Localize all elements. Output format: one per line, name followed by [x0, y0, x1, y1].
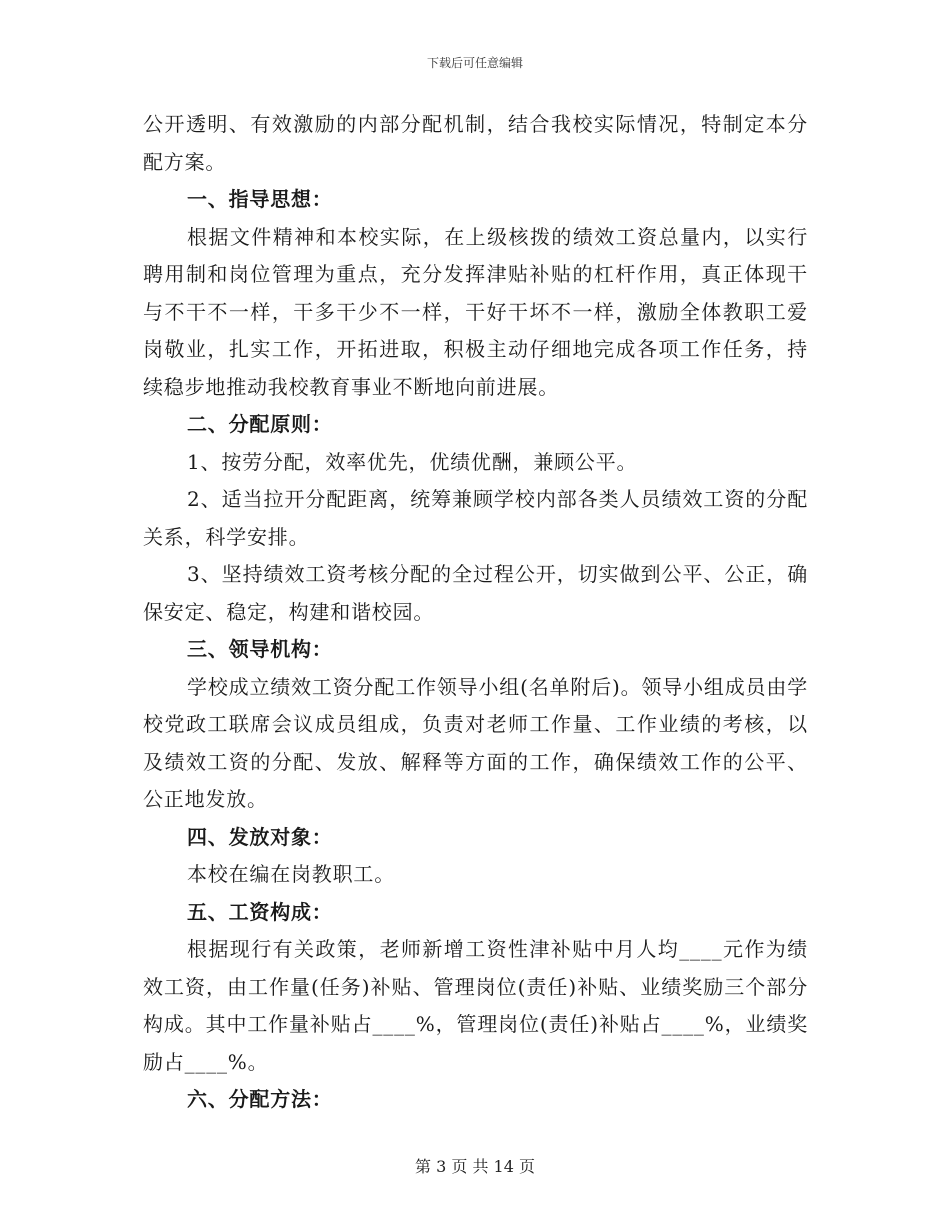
- heading-distribution-method: 六、分配方法：: [187, 1087, 333, 1111]
- paragraph-principle-1: 1、按劳分配，效率优先，优绩优酬，兼顾公平。: [187, 449, 638, 474]
- paragraph-salary-composition: 根据现行有关政策，老师新增工资性津补贴中月人均____元作为绩效工资，由工作量(任务)补贴、管理岗位(责任)补贴、业绩奖励三个部分构成。其中工作量补贴占____%，管理岗位(责任)补贴占____%，业绩奖励占____%。: [143, 937, 808, 1074]
- heading-guiding-ideology: 一、指导思想：: [187, 187, 333, 211]
- heading-distribution-principles: 二、分配原则：: [187, 412, 333, 436]
- paragraph-principle-2: 2、适当拉开分配距离，统筹兼顾学校内部各类人员绩效工资的分配关系，科学安排。: [143, 487, 808, 549]
- paragraph-principle-3: 3、坚持绩效工资考核分配的全过程公开，切实做到公平、公正，确保安定、稳定，构建和谐校园。: [143, 562, 808, 624]
- heading-salary-composition: 五、工资构成：: [187, 899, 333, 924]
- heading-recipients: 四、发放对象：: [187, 824, 333, 849]
- paragraph-leadership: 学校成立绩效工资分配工作领导小组(名单附后)。领导小组成员由学校党政工联席会议成员组成，负责对老师工作量、工作业绩的考核，以及绩效工资的分配、发放、解释等方面的工作，确保绩效工作的公平、公正地发放。: [143, 674, 808, 811]
- heading-leadership: 三、领导机构：: [187, 637, 333, 661]
- paragraph-recipients: 本校在编在岗教职工。: [187, 862, 395, 886]
- paragraph-intro: 公开透明、有效激励的内部分配机制，结合我校实际情况，特制定本分配方案。: [143, 112, 808, 174]
- paragraph-guiding-ideology: 根据文件精神和本校实际，在上级核拨的绩效工资总量内，以实行聘用制和岗位管理为重点，充分发挥津贴补贴的杠杆作用，真正体现干与不干不一样，干多干少不一样，干好干坏不一样，激励全体教职工爱岗敬业，扎实工作，开拓进取，积极主动仔细地完成各项工作任务，持续稳步地推动我校教育事业不断地向前进展。: [143, 224, 808, 399]
- page-number: 第 3 页 共 14 页: [415, 1157, 535, 1176]
- document-body: [143, 106, 808, 1119]
- header-note: 下载后可任意编辑: [426, 56, 523, 70]
